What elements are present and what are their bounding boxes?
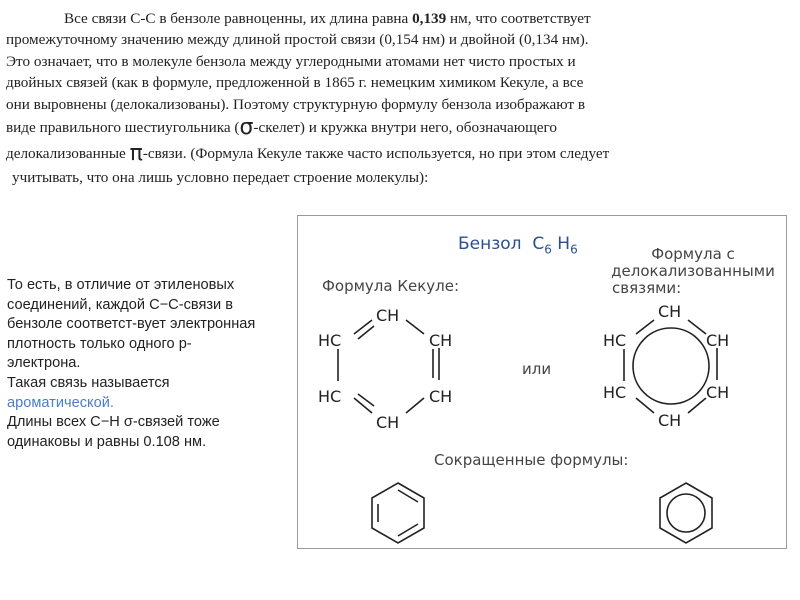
para-line: Все связи С-С в бензоле равноценны, их длина равна 0,139 нм, что соответствует <box>64 10 591 27</box>
para-line: учитывать, что она лишь условно передает строение молекулы): <box>12 169 429 187</box>
para-line: они выровнены (делокализованы). Поэтому структурную формулу бензола изображают в <box>6 95 586 113</box>
structure-drawings <box>298 216 786 548</box>
kekule-atom: CH <box>429 331 453 350</box>
short-kekule-hexagon <box>372 483 424 543</box>
para-line: двойных связей (как в формуле, предложенной в 1865 г. немецким химиком Кекуле, а все <box>6 74 584 92</box>
deloc-atom: HC <box>603 331 627 350</box>
para-line: делокализованные π-связи. (Формула Кекуле также часто используется, но при этом следует <box>6 141 610 167</box>
aromatic-term: ароматической. <box>7 394 114 411</box>
deloc-atom: CH <box>706 331 730 350</box>
deloc-label: Формула с делокализованными связями: <box>611 245 775 297</box>
delocalized-structure <box>624 320 717 413</box>
side-line: Длины всех С−Н σ-связей тоже <box>7 414 220 431</box>
deloc-atom: CH <box>658 302 682 321</box>
para-line: виде правильного шестиугольника (σ-скелет) и кружка внутри него, обозначающего <box>6 115 557 141</box>
kekule-structure <box>338 320 439 413</box>
benzene-figure <box>297 215 787 549</box>
side-line: То есть, в отличие от этиленовых <box>7 277 235 293</box>
side-line: Такая связь называется <box>7 374 170 391</box>
side-note <box>7 276 292 452</box>
short-formulas-label: Сокращенные формулы: <box>434 451 629 469</box>
side-line: соединений, каждой С−С-связи в <box>7 296 234 313</box>
kekule-label: Формула Кекуле: <box>322 277 460 295</box>
kekule-atom: CH <box>429 387 453 406</box>
deloc-atom: HC <box>603 383 627 402</box>
short-delocalized-hexagon <box>660 483 712 543</box>
para-line: Это означает, что в молекуле бензола между углеродными атомами нет чисто простых и <box>6 52 576 70</box>
pi-symbol: π <box>129 141 143 167</box>
deloc-atom: CH <box>706 383 730 402</box>
side-line: одинаковы и равны 0.108 нм. <box>7 433 207 450</box>
side-line: электрона. <box>7 355 81 372</box>
sigma-symbol: σ <box>239 115 254 141</box>
kekule-atom: HC <box>318 387 342 406</box>
or-label: или <box>522 360 552 378</box>
deloc-atom: CH <box>658 411 682 430</box>
para-line: промежуточному значению между длиной простой связи (0,154 нм) и двойной (0,134 нм). <box>6 31 589 49</box>
kekule-atom: CH <box>376 413 400 432</box>
intro-paragraph <box>6 8 796 188</box>
bond-length-value: 0,139 <box>412 10 447 27</box>
kekule-atom: HC <box>318 331 342 350</box>
side-line: бензоле соответст-вует электронная <box>7 316 256 333</box>
kekule-atom: CH <box>376 306 400 325</box>
figure-title: Бензол $C_6$ $H_6$ <box>458 234 578 257</box>
side-line: плотность только одного р- <box>7 335 192 352</box>
